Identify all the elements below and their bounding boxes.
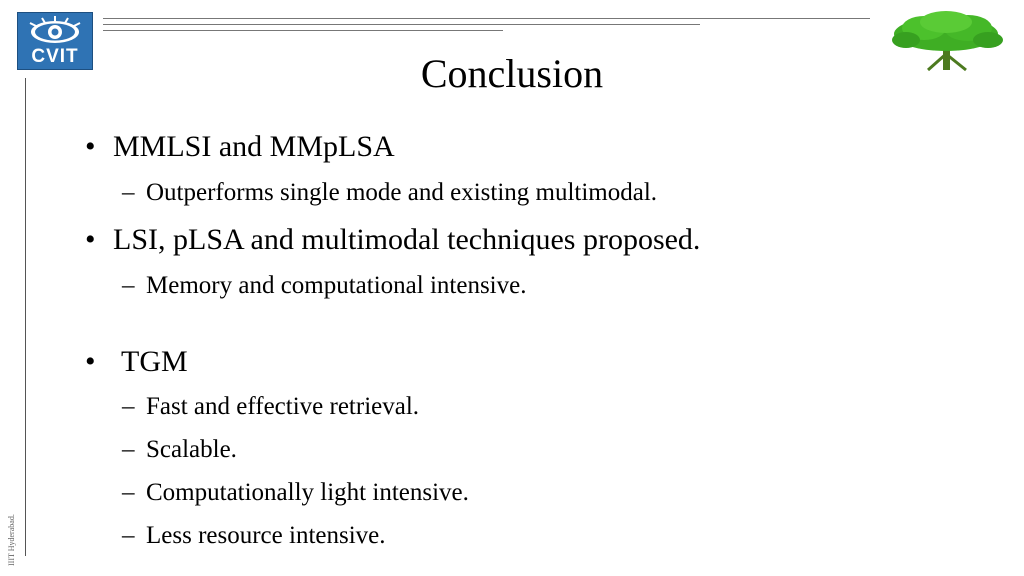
bullet-text: LSI, pLSA and multimodal techniques proposed.: [113, 223, 701, 256]
bullet-text: TGM: [121, 345, 188, 378]
bullet-mark: •: [85, 345, 96, 378]
dash-mark: –: [122, 436, 135, 463]
sub-bullet-text: Fast and effective retrieval.: [146, 393, 420, 420]
sub-bullet-text: Scalable.: [146, 436, 237, 463]
dash-mark: –: [122, 479, 135, 506]
header-rule-1: [103, 18, 870, 19]
eye-logo-icon: [18, 13, 92, 49]
sub-bullet-text: Less resource intensive.: [146, 522, 386, 549]
list-item: [122, 392, 419, 422]
logo-text: CVIT: [31, 46, 79, 67]
dash-mark: –: [122, 393, 135, 420]
list-item: [85, 344, 188, 380]
side-label: IIIT Hyderabad.: [7, 514, 16, 566]
bullet-mark: •: [85, 223, 96, 256]
dash-mark: –: [122, 179, 135, 206]
sub-bullet-text: Computationally light intensive.: [146, 479, 469, 506]
slide-title: Conclusion: [420, 51, 604, 96]
list-item: [122, 178, 657, 208]
left-vertical-rule: [25, 78, 26, 556]
dash-mark: –: [122, 522, 135, 549]
sub-bullet-text: Memory and computational intensive.: [146, 272, 527, 299]
sub-bullet-text: Outperforms single mode and existing multimodal.: [146, 179, 658, 206]
header-rule-3: [103, 30, 503, 31]
list-item: [85, 129, 395, 165]
bullet-text: MMLSI and MMpLSA: [113, 130, 395, 163]
dash-mark: –: [122, 272, 135, 299]
list-item: [85, 222, 700, 258]
list-item: [122, 271, 526, 301]
bullet-mark: •: [85, 130, 96, 163]
list-item: [122, 521, 386, 551]
list-item: [122, 435, 237, 465]
list-item: [122, 478, 469, 508]
header-rule-2: [103, 24, 700, 25]
